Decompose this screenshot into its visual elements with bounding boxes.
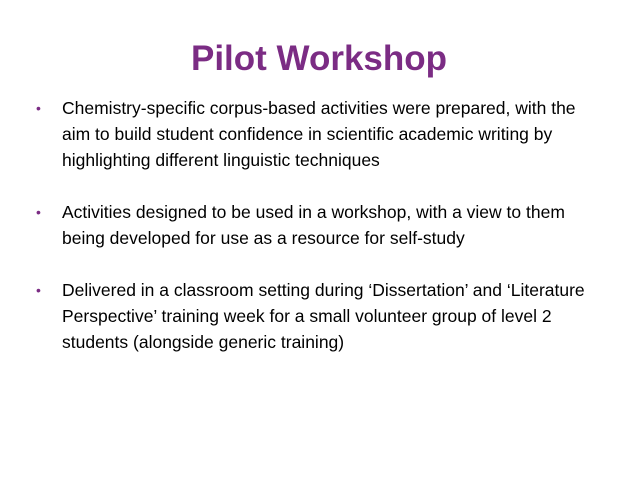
bullet-text: Delivered in a classroom setting during ‘Dissertation’ and ‘Literature Perspective’ training week for a small volunteer group of level 2 students (alongside generic training) [62, 280, 585, 352]
bullet-list [36, 95, 606, 381]
bullet-marker: • [36, 282, 41, 298]
bullet-text: Chemistry-specific corpus-based activities were prepared, with the aim to build student confidence in scientific academic writing by highlighting different linguistic techniques [62, 98, 576, 170]
slide-title: Pilot Workshop [190, 39, 448, 78]
bullet-marker: • [36, 204, 41, 220]
bullet-text: Activities designed to be used in a workshop, with a view to them being developed for use as a resource for self-study [62, 202, 565, 248]
bullet-item [36, 199, 606, 251]
bullet-item [36, 95, 606, 173]
bullet-item [36, 277, 606, 355]
bullet-marker: • [36, 100, 41, 116]
